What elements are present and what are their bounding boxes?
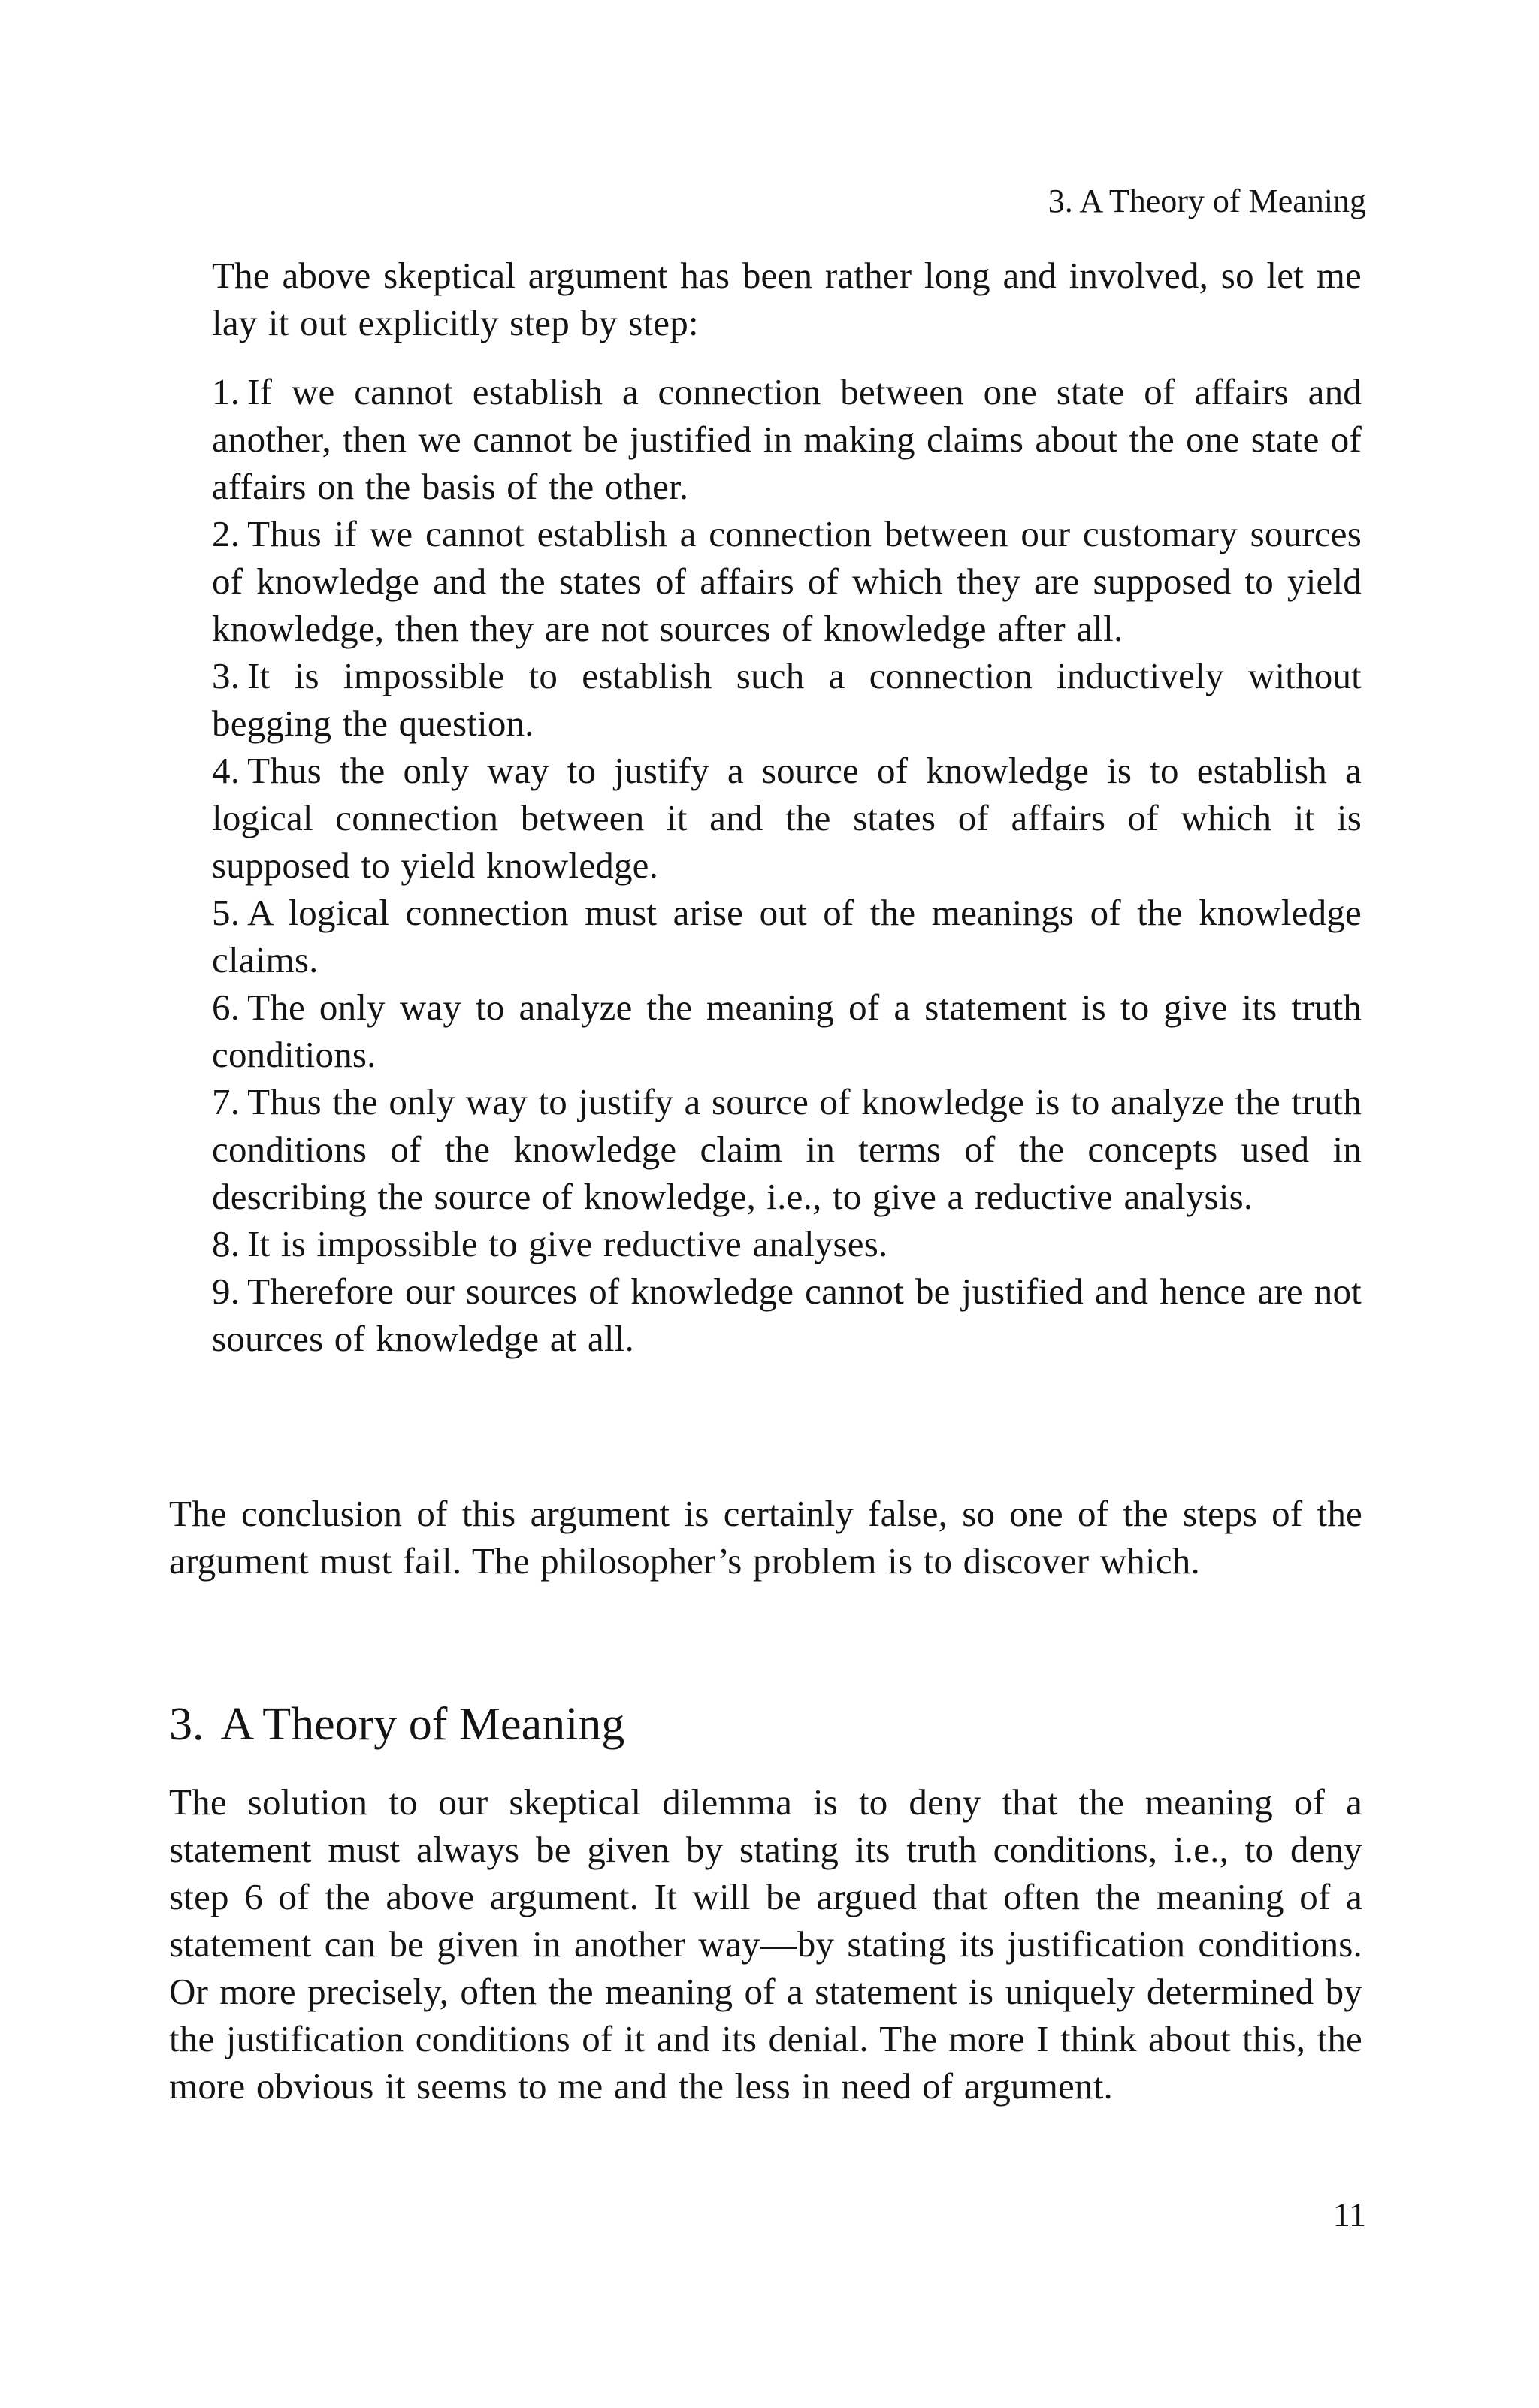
argument-step [212,368,1362,510]
step-text: Thus if we cannot establish a connection between our customary sources of knowledge and the states of affairs of which they are supposed to yield knowledge, then they are not sources of knowledge after all. [212,513,1362,649]
step-text: If we cannot establish a connection between one state of affairs and another, then we cannot be justified in making claims about the one state of affairs on the basis of the other. [212,371,1362,507]
argument-step [212,1078,1362,1220]
step-text: The only way to analyze the meaning of a statement is to give its truth conditions. [212,986,1362,1075]
step-number: 6. [212,986,240,1028]
page-number: 11 [1332,2195,1366,2234]
argument-step [212,747,1362,889]
step-text: It is impossible to give reductive analyses. [247,1223,888,1264]
argument-step [212,983,1362,1078]
section-number: 3. [169,1699,204,1750]
section-heading [169,1694,624,1754]
section-body-paragraph [169,1778,1362,2110]
step-number: 2. [212,513,240,554]
argument-step [212,1220,1362,1267]
section-body-text: The solution to our skeptical dilemma is to deny that the meaning of a statement must always be given by stating its truth conditions, i.e., to deny step 6 of the above argument. It will be argued that often the meaning of a statement can be given in another way—by stating its justification conditions. Or more precisely, often the meaning of a statement is uniquely determined by the justification conditions of it and its denial. The more I think about this, the more obvious it seems to me and the less in need of argument. [169,1781,1362,2107]
step-number: 5. [212,892,240,933]
intro-text: The above skeptical argument has been rather long and involved, so let me lay it out explicitly step by step: [212,255,1362,343]
step-number: 7. [212,1081,240,1122]
step-text: A logical connection must arise out of the meanings of the knowledge claims. [212,892,1362,980]
argument-step [212,510,1362,652]
conclusion-text: The conclusion of this argument is certainly false, so one of the steps of the argument must fail. The philosopher’s problem is to discover which. [169,1493,1362,1582]
step-number: 8. [212,1223,240,1264]
conclusion-paragraph [169,1490,1362,1585]
argument-step [212,1267,1362,1362]
step-text: It is impossible to establish such a connection inductively without begging the question. [212,655,1362,744]
running-head: 3. A Theory of Meaning [1048,183,1366,219]
step-number: 1. [212,371,240,412]
step-text: Thus the only way to justify a source of knowledge is to analyze the truth conditions of the knowledge claim in terms of the concepts used in describing the source of knowledge, i.e., to give a reductive analysis. [212,1081,1362,1217]
argument-step [212,652,1362,747]
argument-steps-list [212,368,1362,1362]
step-text: Thus the only way to justify a source of knowledge is to establish a logical connection between it and the states of affairs of which it is supposed to yield knowledge. [212,750,1362,886]
step-number: 3. [212,655,240,696]
intro-paragraph [212,252,1362,346]
step-text: Therefore our sources of knowledge cannot be justified and hence are not sources of knowledge at all. [212,1270,1362,1359]
step-number: 4. [212,750,240,791]
argument-step [212,889,1362,983]
step-number: 9. [212,1270,240,1312]
section-title: A Theory of Meaning [220,1699,625,1750]
